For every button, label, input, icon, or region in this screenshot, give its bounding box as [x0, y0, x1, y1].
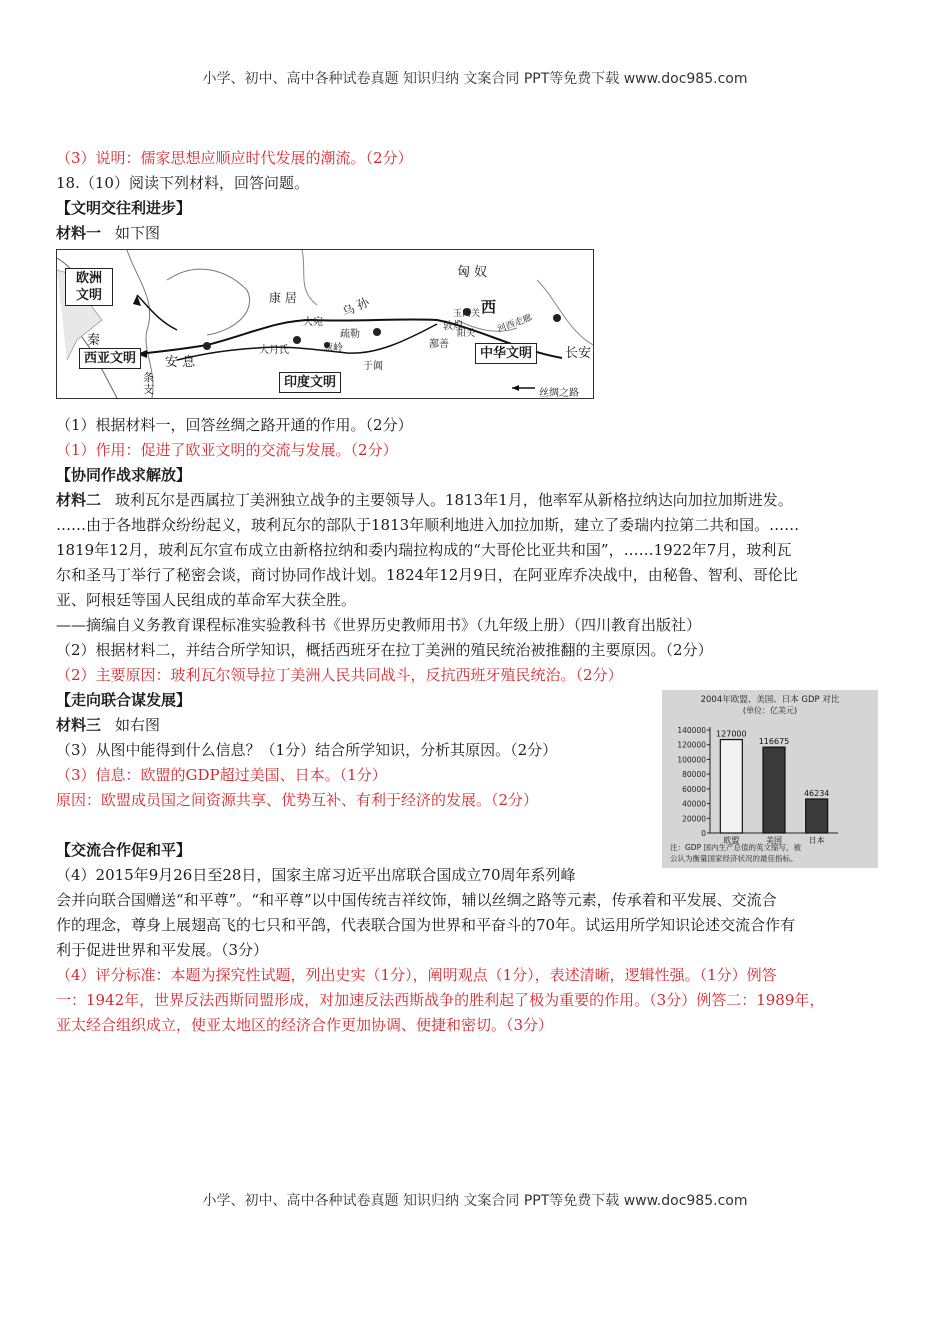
chart-value-label: 127000: [716, 729, 747, 739]
question4-line-1: （4）2015年9月26日至28日，国家主席习近平出席联合国成立70周年系列峰: [56, 866, 576, 884]
label-yutian: 于阗: [363, 361, 383, 372]
label-xiongnu: 匈 奴: [457, 265, 488, 280]
chart-title: 2004年欧盟、美国、日本 GDP 对比: [700, 695, 840, 705]
label-india-civilization: 印度文明: [279, 372, 341, 393]
material2-source: ——摘编自义务教育课程标准实验教科书《世界历史教师用书》（九年级上册）（四川教育出版社）: [56, 616, 702, 634]
label-tiaozhi: 条支: [143, 371, 154, 396]
answer4-line-3: 亚太经合组织成立，使亚太地区的经济合作更加协调、便捷和密切。（3分）: [56, 1016, 554, 1034]
material3-label: 材料三: [56, 716, 102, 734]
label-west-asia-civilization: 西亚文明: [79, 348, 141, 369]
question3: （3）从图中能得到什么信息？（1分）结合所学知识，分析其原因。（2分）: [56, 741, 558, 759]
chart-value-label: 116675: [758, 737, 790, 747]
page-header: 小学、初中、高中各种试卷真题 知识归纳 文案合同 PPT等免费下载 www.doc985.com: [202, 71, 748, 87]
label-wusun: 乌 孙: [340, 294, 372, 320]
section2-heading: 【协同作战求解放】: [56, 466, 192, 484]
chart-category-label: 美国: [766, 836, 782, 845]
page-footer: 小学、初中、高中各种试卷真题 知识归纳 文案合同 PPT等免费下载 www.doc985.com: [202, 1193, 748, 1209]
label-shule: 疏勒: [340, 329, 360, 340]
material2-line-3: 1819年12月，玻利瓦尔宣布成立由新格拉纳和委内瑞拉构成的“大哥伦比亚共和国”，……1922年7月，玻利瓦: [56, 541, 792, 559]
chart-bar: [806, 799, 828, 833]
chart-y-tick-label: 0: [701, 829, 706, 838]
chart-category-label: 日本: [808, 836, 825, 845]
chart-y-tick-label: 40000: [682, 799, 706, 809]
material2-line-4: 尔和圣马丁举行了秘密会谈，商讨协同作战计划。1824年12月9日，在阿亚库乔决战中，由秘鲁、智利、哥伦比: [56, 566, 798, 584]
answer4-line-2: 一：1942年，世界反法西斯同盟形成，对加速反法西斯战争的胜利起了极为重要的作用。（3分）例答二：1989年，: [56, 991, 825, 1009]
material1-label: 材料一: [56, 224, 102, 242]
label-china-civilization: 中华文明: [475, 343, 537, 364]
gdp-chart: [662, 690, 878, 868]
label-shanshan: 鄯善: [429, 339, 449, 350]
material2-line-2: ……由于各地群众纷纷起义，玻利瓦尔的部队于1813年顺利地进入加拉加斯，建立了委瑞内拉第二共和国。……: [56, 516, 800, 534]
label-kangju: 康 居: [269, 291, 297, 305]
answer2: （2）主要原因：玻利瓦尔领导拉丁美洲人民共同战斗，反抗西班牙殖民统治。（2分）: [56, 666, 623, 684]
chart-y-tick-label: 140000: [677, 726, 706, 735]
label-changan: 长安: [565, 346, 592, 361]
question4-line-4: 利于促进世界和平发展。（3分）: [56, 941, 269, 959]
material1-line: [56, 221, 906, 246]
material2-line-1: 材料二 玻利瓦尔是西属拉丁美洲独立战争的主要领导人。1813年1月，他率军从新格拉纳达向加拉加斯进发。: [56, 491, 793, 509]
chart-category-label: 欧盟: [723, 836, 740, 845]
chart-value-label: 46234: [803, 788, 830, 798]
answer3-reason: 原因：欧盟成员国之间资源共享、优势互补、有利于经济的发展。（2分）: [56, 791, 539, 809]
label-darouzhi: 大月氏: [259, 345, 289, 356]
material3-text: 如右图: [115, 716, 161, 734]
question2: （2）根据材料二，并结合所学知识，概括西班牙在拉丁美洲的殖民统治被推翻的主要原因。（2分）: [56, 641, 713, 659]
section3-heading: 【走向联合谋发展】: [56, 691, 192, 709]
question4-line-2: 会并向联合国赠送“和平尊”。“和平尊”以中国传统吉祥纹饰，辅以丝绸之路等元素，传承着和平发展、交流合: [56, 891, 777, 909]
chart-note-line-2: 公认为衡量国家经济状况的最佳指标。: [670, 854, 798, 863]
section1-heading: 【文明交往利进步】: [56, 199, 192, 217]
label-west: 西: [481, 298, 497, 316]
document-body: [56, 146, 906, 1038]
label-dunhuang: 敦煌: [443, 321, 463, 332]
chart-y-tick-label: 20000: [682, 814, 706, 824]
chart-bar: [763, 747, 785, 833]
chart-bar: [720, 740, 742, 833]
label-anxi: 安 息: [165, 355, 196, 370]
label-dawan: 大宛: [303, 317, 323, 328]
label-hexi: 河西走廊: [496, 313, 534, 335]
material2-label: 材料二: [56, 491, 102, 509]
gdp-chart-svg: [662, 690, 878, 868]
question1: （1）根据材料一，回答丝绸之路开通的作用。（2分）: [56, 416, 413, 434]
question4-line-3: 作的理念，尊身上展翅高飞的七只和平鸽，代表联合国为世界和平奋斗的70年。试运用所学知识论述交流合作有: [56, 916, 796, 934]
label-yangguan: 阳关: [457, 329, 476, 339]
question-title: 18.（10）阅读下列材料，回答问题。: [56, 174, 309, 192]
chart-subtitle: (单位：亿美元): [742, 706, 798, 715]
chart-note-line-1: 注：GDP 国内生产总值的英文缩写，被: [670, 843, 801, 852]
chart-y-tick-label: 60000: [682, 784, 706, 794]
route-europe: [137, 295, 177, 330]
label-europe-civilization: 欧洲文明: [65, 268, 113, 306]
previous-answer: （3）说明：儒家思想应顺应时代发展的潮流。（2分）: [56, 149, 413, 167]
chart-y-tick-label: 80000: [682, 770, 706, 780]
map-legend: 丝绸之路: [539, 388, 579, 399]
chart-y-tick-label: 100000: [677, 755, 706, 765]
answer1: （1）作用：促进了欧亚文明的交流与发展。（2分）: [56, 441, 398, 459]
label-yumenguan: 玉门关: [453, 309, 481, 319]
chart-bars: [716, 730, 829, 845]
answer4-line-1: （4）评分标准：本题为探究性试题，列出史实（1分），阐明观点（1分），表述清晰，逻辑性强。（1分）例答: [56, 966, 777, 984]
silk-road-map: [56, 249, 594, 399]
label-congling: 葱岭: [323, 343, 343, 354]
material1-text: 如下图: [115, 224, 161, 242]
material2-line-5: 亚、阿根廷等国人民组成的革命军大获全胜。: [56, 591, 357, 609]
label-qin: 秦: [87, 333, 101, 348]
answer3-info: （3）信息：欧盟的GDP超过美国、日本。（1分）: [56, 766, 387, 784]
chart-y-tick-label: 120000: [677, 740, 706, 750]
section4-heading: 【交流合作促和平】: [56, 841, 192, 859]
